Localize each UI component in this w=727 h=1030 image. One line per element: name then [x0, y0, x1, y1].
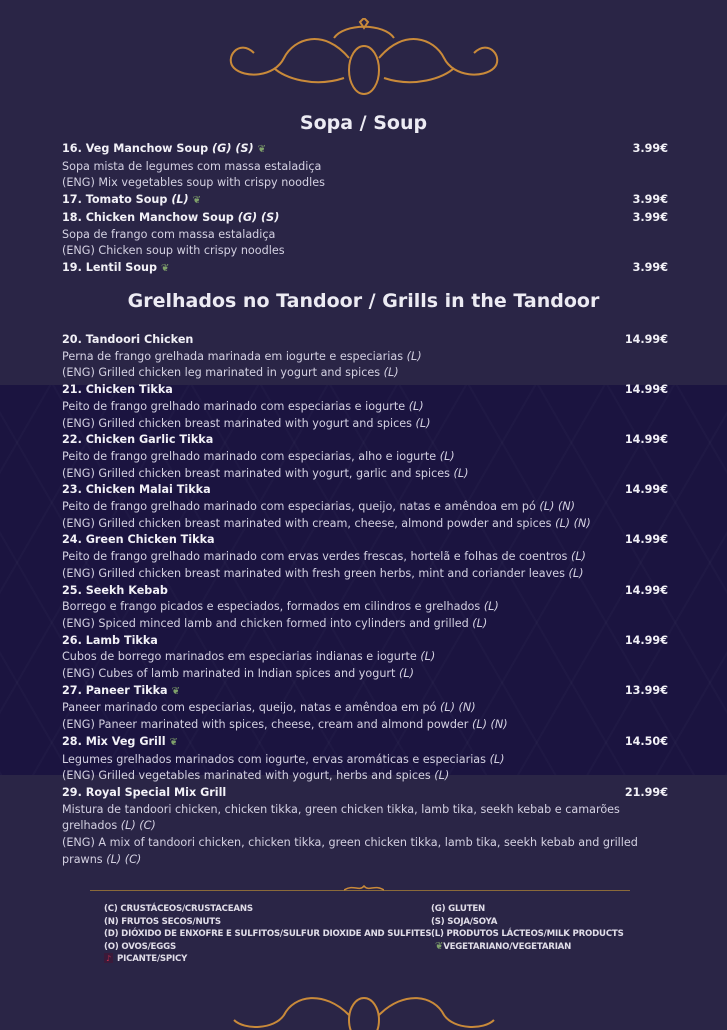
item-title	[62, 785, 226, 802]
item-price: 14.99€	[624, 483, 668, 497]
description-allergen-tags: (L)	[439, 449, 455, 463]
item-name: 21. Chicken Tikka	[62, 383, 173, 397]
menu-item	[62, 734, 668, 785]
item-title	[62, 210, 279, 227]
legend-item	[431, 916, 624, 929]
item-description	[62, 752, 668, 769]
top-ornament-icon	[224, 18, 504, 100]
item-description	[62, 416, 668, 433]
description-text: (ENG) Chicken soup with crispy noodles	[62, 244, 285, 258]
menu-item	[62, 192, 668, 210]
description-text: Peito de frango grelhado marinado com especiarias, queijo, natas e amêndoa em pó	[62, 500, 536, 514]
grills-section-title: Grelhados no Tandoor / Grills in the Tandoor	[127, 290, 600, 312]
vegetarian-leaf-icon: ❦	[192, 195, 202, 207]
description-text: Perna de frango grelhada marinada em iogurte e especiarias	[62, 349, 404, 363]
item-description	[62, 349, 668, 366]
item-description	[62, 717, 668, 734]
item-header	[62, 260, 668, 278]
allergen-legend-right	[431, 903, 624, 953]
item-price: 14.99€	[624, 333, 668, 346]
item-title	[62, 583, 168, 600]
description-allergen-tags: (L)	[568, 566, 584, 580]
vegetarian-leaf-icon: ❦	[435, 940, 444, 952]
description-allergen-tags: (L)	[472, 616, 488, 630]
item-header	[62, 141, 668, 159]
item-allergen-tags: (G) (S)	[237, 210, 280, 224]
item-description	[62, 159, 668, 176]
description-text: Sopa mista de legumes com massa estaladiça	[62, 159, 322, 173]
item-title	[62, 382, 173, 399]
bottom-ornament-icon	[224, 990, 504, 1030]
item-price: 14.99€	[624, 533, 668, 547]
description-text: Borrego e frango picados e especiados, formados em cilindros e grelhados	[62, 600, 481, 614]
item-title	[62, 633, 158, 650]
item-price: 3.99€	[632, 142, 668, 155]
item-title	[62, 432, 213, 449]
item-description	[62, 365, 668, 382]
item-name: 27. Paneer Tikka	[62, 683, 168, 697]
description-allergen-tags: (L)	[434, 769, 450, 783]
vegetarian-leaf-icon: ❦	[257, 144, 267, 155]
description-text: (ENG) Spiced minced lamb and chicken formed into cylinders and grilled	[62, 616, 469, 630]
description-allergen-tags: (L)	[483, 600, 499, 614]
description-text: (ENG) Grilled chicken breast marinated with fresh green herbs, mint and coriander leaves	[62, 566, 565, 580]
description-text: (ENG) Mix vegetables soup with crispy noodles	[62, 176, 325, 190]
item-name: 25. Seekh Kebab	[62, 583, 168, 597]
item-title	[62, 192, 201, 210]
description-allergen-tags: (L) (C)	[106, 852, 142, 866]
legend-item	[104, 928, 431, 941]
menu-item	[62, 210, 668, 260]
item-title	[62, 482, 211, 499]
item-header	[62, 633, 668, 650]
item-description	[62, 666, 668, 683]
item-header	[62, 210, 668, 227]
item-name: 24. Green Chicken Tikka	[62, 533, 215, 547]
description-allergen-tags: (L)	[415, 416, 431, 430]
allergen-legend-left	[104, 903, 431, 966]
item-description	[62, 175, 668, 192]
description-text: (ENG) A mix of tandoori chicken, chicken tikka, green chicken tikka, lamb tika, seekh kebab and grilled prawns	[62, 836, 638, 866]
item-header	[62, 583, 668, 600]
item-header	[62, 734, 668, 752]
legend-text: (G) GLUTEN	[431, 904, 486, 914]
grills-list	[62, 332, 668, 869]
item-title	[62, 332, 193, 349]
item-description	[62, 768, 668, 785]
legend-item	[104, 953, 431, 966]
item-description	[62, 802, 668, 835]
legend-text: (S) SOJA/SOYA	[431, 916, 498, 927]
legend-item	[104, 941, 431, 954]
item-price: 21.99€	[624, 785, 668, 799]
menu-item	[62, 683, 668, 734]
item-price: 3.99€	[632, 260, 668, 274]
description-allergen-tags: (L)	[453, 466, 469, 480]
chili-pepper-icon: ♪	[104, 953, 113, 963]
menu-item	[62, 432, 668, 482]
legend-text: VEGETARIANO/VEGETARIAN	[443, 941, 572, 952]
legend-text: (D) DIÓXIDO DE ENXOFRE E SULFITOS/SULFUR DIOXIDE AND SULFITES	[104, 929, 432, 939]
item-description	[62, 243, 668, 260]
menu-item	[62, 633, 668, 683]
legend-item	[431, 903, 624, 916]
legend-item	[431, 941, 624, 954]
legend-text: (L) PRODUTOS LÁCTEOS/MILK PRODUCTS	[431, 929, 624, 939]
legend-item	[431, 928, 624, 941]
item-description	[62, 599, 668, 616]
description-text: Cubos de borrego marinados em especiarias indianas e iogurte	[62, 650, 417, 664]
item-title	[62, 260, 169, 278]
menu-item	[62, 332, 668, 382]
item-price: 13.99€	[624, 683, 668, 697]
description-text: Peito de frango grelhado marinado com especiarias e iogurte	[62, 399, 406, 413]
description-text: Legumes grelhados marinados com iogurte, ervas aromáticas e especiarias	[62, 752, 486, 766]
description-allergen-tags: (L) (N)	[439, 701, 476, 715]
description-text: (ENG) Cubes of lamb marinated in Indian spices and yogurt	[62, 667, 396, 681]
item-title	[62, 734, 178, 752]
vegetarian-leaf-icon: ❦	[169, 736, 178, 748]
item-price: 14.99€	[624, 633, 668, 647]
item-title	[62, 532, 215, 549]
item-header	[62, 785, 668, 802]
item-name: 22. Chicken Garlic Tikka	[62, 433, 214, 447]
description-text: Paneer marinado com especiarias, queijo, natas e amêndoa em pó	[62, 701, 437, 715]
item-price: 14.99€	[624, 433, 668, 447]
description-allergen-tags: (L) (N)	[471, 718, 508, 732]
item-header	[62, 482, 668, 499]
legend-text: (C) CRUSTÁCEOS/CRUSTACEANS	[104, 904, 253, 914]
description-text: (ENG) Grilled chicken breast marinated with cream, cheese, almond powder and spices	[62, 516, 552, 530]
description-allergen-tags: (L)	[570, 550, 586, 564]
item-allergen-tags: (L)	[171, 193, 189, 207]
menu-item	[62, 382, 668, 432]
menu-item	[62, 482, 668, 532]
menu-item	[62, 532, 668, 582]
menu-item	[62, 260, 668, 278]
item-description	[62, 835, 668, 868]
description-text: (ENG) Grilled chicken leg marinated in yogurt and spices	[62, 366, 381, 380]
description-text: Sopa de frango com massa estaladiça	[62, 227, 276, 241]
description-text: Peito de frango grelhado marinado com especiarias, alho e iogurte	[62, 449, 437, 463]
item-name: 29. Royal Special Mix Grill	[62, 785, 227, 799]
item-price: 3.99€	[632, 193, 668, 207]
item-description	[62, 499, 668, 516]
soup-section-title: Sopa / Soup	[299, 112, 428, 134]
description-allergen-tags: (L) (C)	[120, 819, 156, 833]
item-name: 19. Lentil Soup	[62, 260, 158, 274]
item-price: 14.99€	[624, 383, 668, 397]
item-description	[62, 449, 668, 466]
item-name: 26. Lamb Tikka	[62, 633, 158, 647]
description-allergen-tags: (L)	[489, 752, 505, 766]
item-description	[62, 566, 668, 583]
description-text: (ENG) Grilled chicken breast marinated with yogurt and spices	[62, 416, 412, 430]
item-title	[62, 141, 266, 159]
legend-item	[104, 916, 431, 929]
menu-item	[62, 141, 668, 192]
description-allergen-tags: (L)	[398, 667, 414, 681]
description-text: (ENG) Grilled chicken breast marinated with yogurt, garlic and spices	[62, 466, 450, 480]
vegetarian-leaf-icon: ❦	[161, 262, 170, 274]
menu-item	[62, 583, 668, 633]
soup-list	[62, 141, 668, 278]
item-header	[62, 683, 668, 701]
item-price: 14.50€	[624, 734, 668, 748]
description-text: (ENG) Paneer marinated with spices, cheese, cream and almond powder	[62, 718, 469, 732]
item-price: 3.99€	[632, 210, 668, 224]
item-name: 23. Chicken Malai Tikka	[62, 483, 211, 497]
description-allergen-tags: (L)	[408, 399, 424, 413]
description-allergen-tags: (L)	[420, 650, 436, 664]
divider-ornament-icon	[344, 882, 384, 896]
item-header	[62, 532, 668, 549]
description-text: Peito de frango grelhado marinado com ervas verdes frescas, hortelã e folhas de coentros	[62, 550, 568, 564]
item-name: 17. Tomato Soup	[62, 193, 168, 207]
item-description	[62, 227, 668, 244]
legend-text: (O) OVOS/EGGS	[104, 941, 176, 952]
description-text: (ENG) Grilled vegetables marinated with yogurt, herbs and spices	[62, 769, 431, 783]
item-description	[62, 399, 668, 416]
description-allergen-tags: (L)	[406, 349, 422, 363]
legend-item	[104, 903, 431, 916]
legend-text: PICANTE/SPICY	[117, 954, 188, 964]
vegetarian-leaf-icon: ❦	[171, 685, 180, 697]
item-description	[62, 649, 668, 666]
item-header	[62, 332, 668, 349]
item-description	[62, 700, 668, 717]
item-description	[62, 549, 668, 566]
item-name: 28. Mix Veg Grill	[62, 734, 166, 748]
item-price: 14.99€	[624, 583, 668, 597]
legend-text: (N) FRUTOS SECOS/NUTS	[104, 916, 221, 927]
description-allergen-tags: (L)	[383, 366, 399, 380]
item-header	[62, 432, 668, 449]
item-name: 16. Veg Manchow Soup	[62, 142, 209, 155]
item-header	[62, 382, 668, 399]
item-allergen-tags: (G) (S)	[212, 142, 254, 155]
item-name: 20. Tandoori Chicken	[62, 333, 194, 346]
item-description	[62, 516, 668, 533]
item-name: 18. Chicken Manchow Soup	[62, 210, 234, 224]
item-description	[62, 616, 668, 633]
item-header	[62, 192, 668, 210]
description-text: Mistura de tandoori chicken, chicken tikka, green chicken tikka, lamb tika, seekh kebab e camarões grelhados	[62, 802, 620, 833]
item-description	[62, 466, 668, 483]
item-title	[62, 683, 180, 701]
description-allergen-tags: (L) (N)	[555, 516, 591, 530]
description-allergen-tags: (L) (N)	[539, 500, 576, 514]
menu-item	[62, 785, 668, 869]
